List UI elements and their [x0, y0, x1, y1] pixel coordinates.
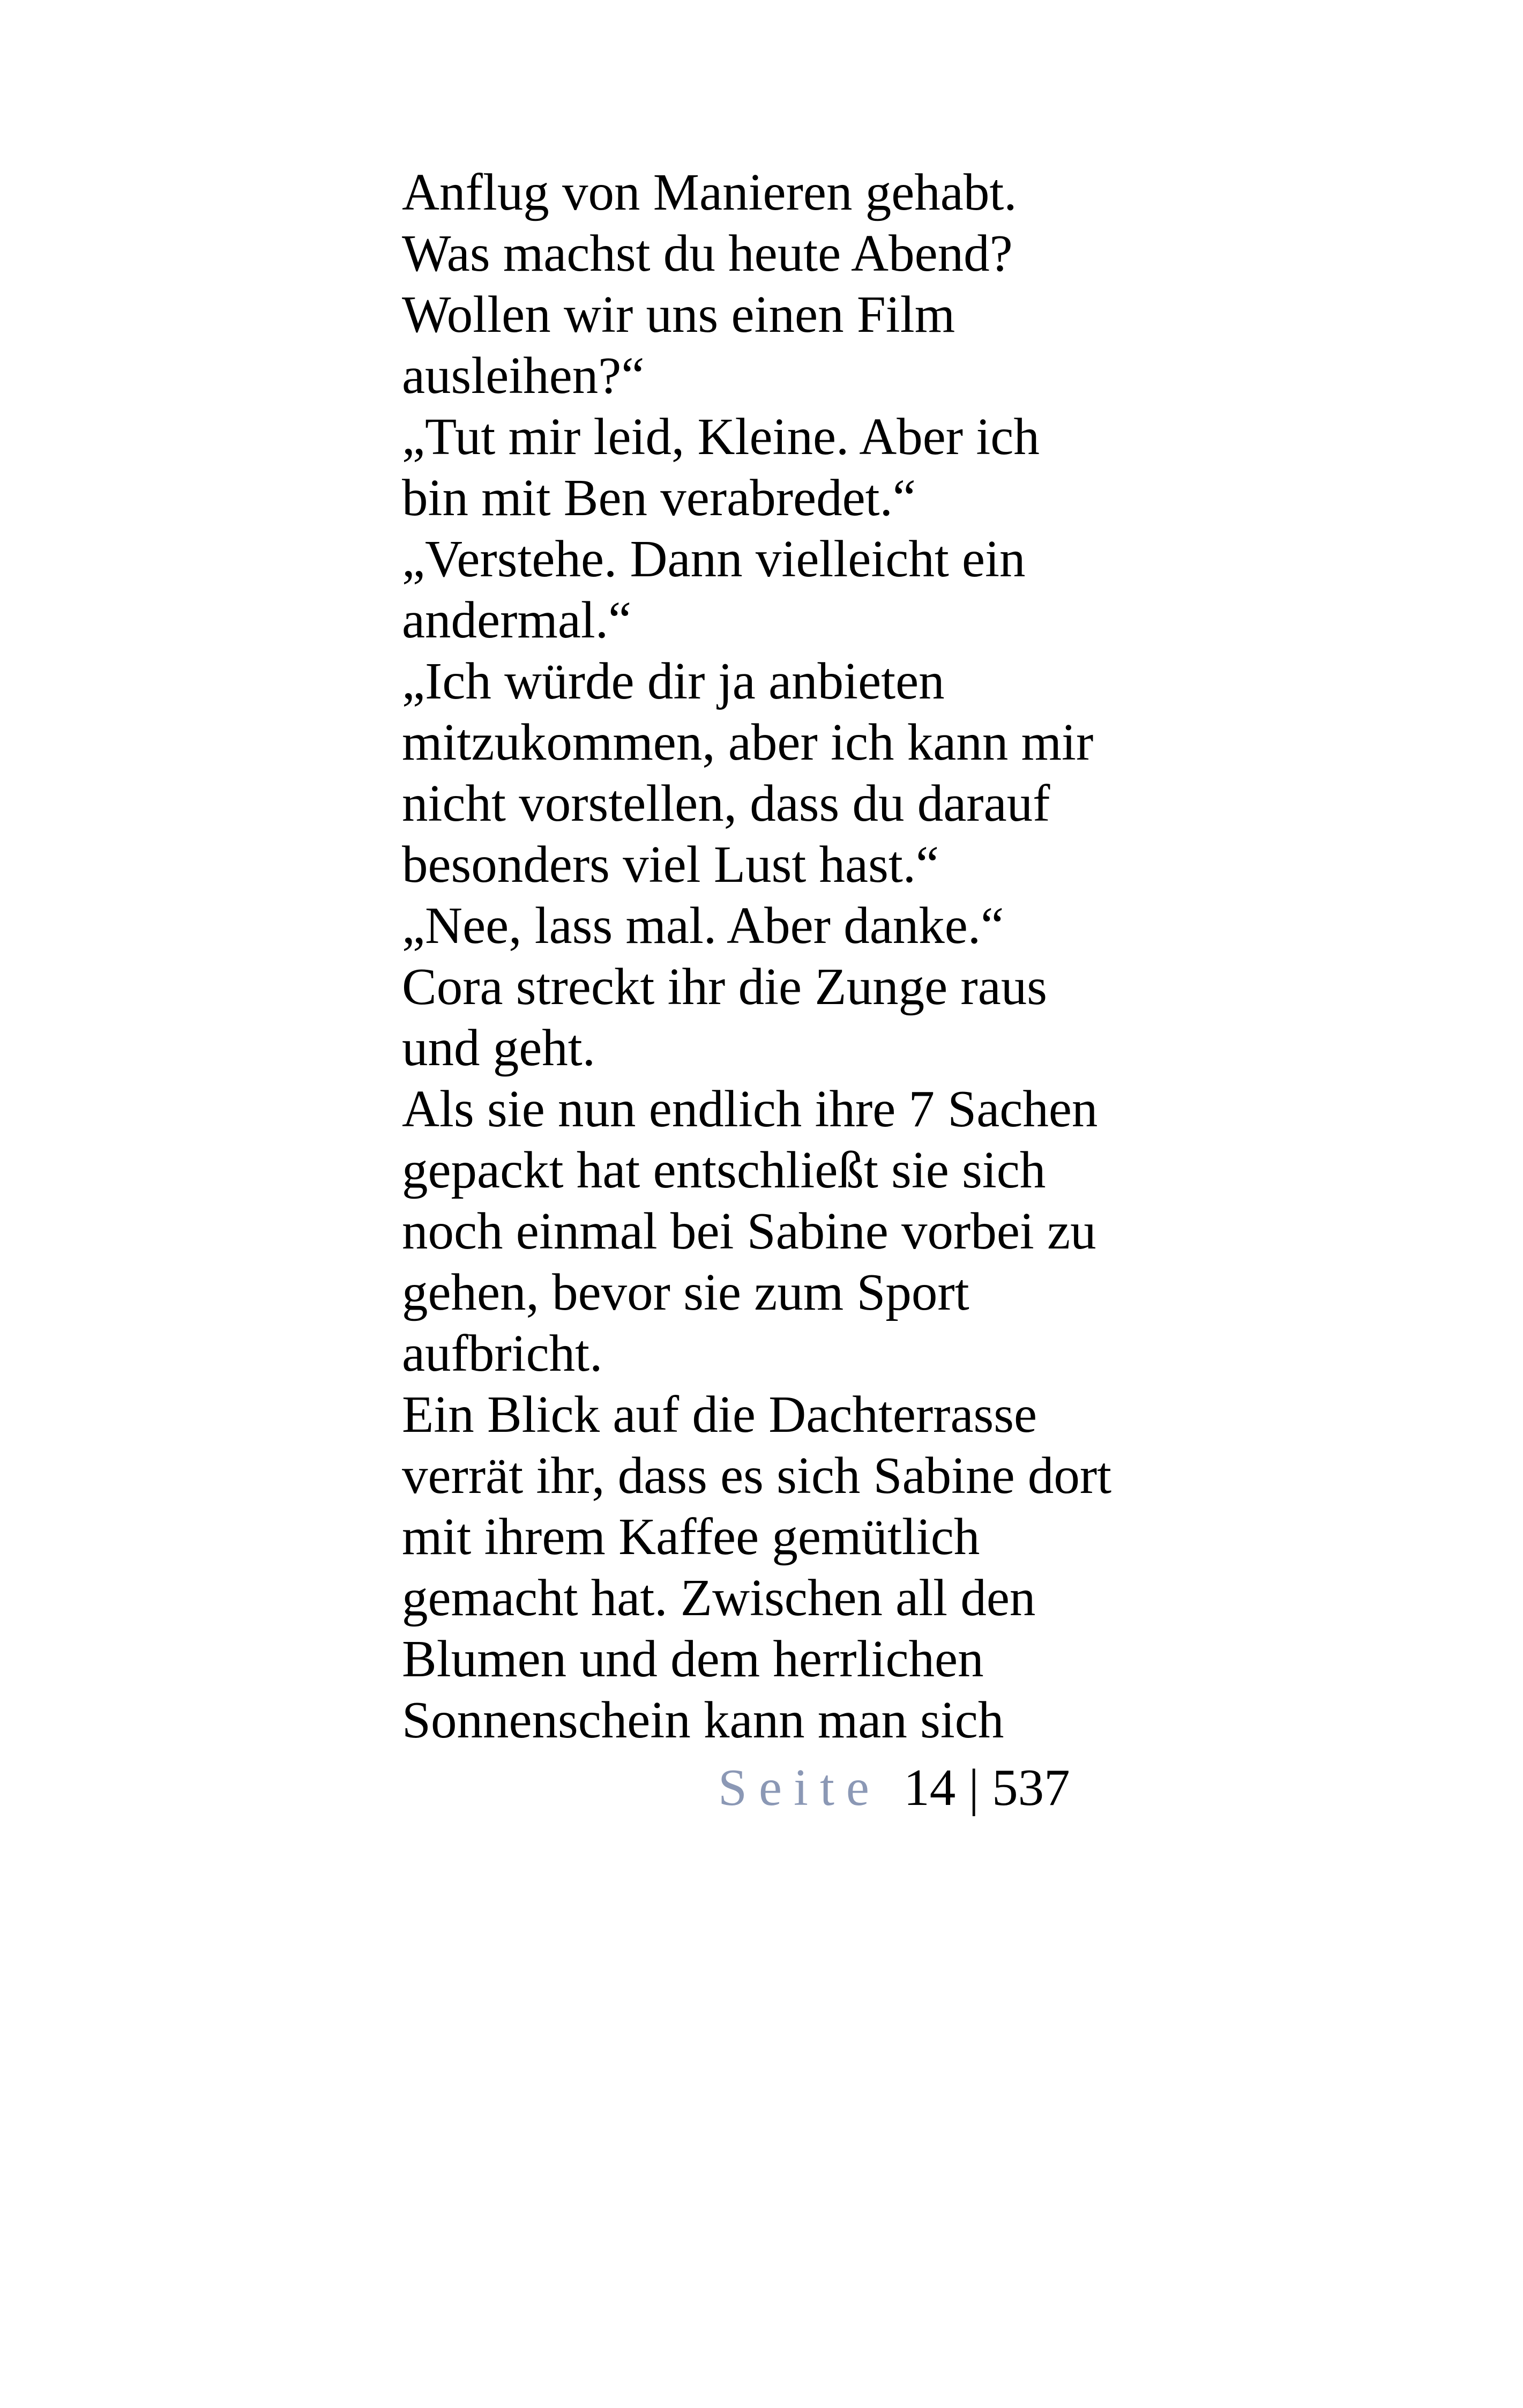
- text-line: gehen, bevor sie zum Sport: [402, 1264, 969, 1321]
- page-number: 14 | 537: [904, 1759, 1070, 1816]
- text-line: nicht vorstellen, dass du darauf: [402, 775, 1050, 832]
- text-line: Cora streckt ihr die Zunge raus: [402, 958, 1048, 1015]
- text-line: „Tut mir leid, Kleine. Aber ich: [402, 408, 1040, 465]
- text-line: „Verstehe. Dann vielleicht ein: [402, 530, 1026, 588]
- text-line: Anflug von Manieren gehabt.: [402, 163, 1017, 221]
- text-line: mitzukommen, aber ich kann mir: [402, 714, 1094, 771]
- text-line: Wollen wir uns einen Film: [402, 286, 955, 343]
- text-line: Blumen und dem herrlichen: [402, 1630, 984, 1688]
- text-line: andermal.“: [402, 591, 632, 649]
- text-line: ausleihen?“: [402, 347, 645, 404]
- text-line: gepackt hat entschließt sie sich: [402, 1141, 1046, 1199]
- text-line: „Ich würde dir ja anbieten: [402, 652, 945, 710]
- page-footer: [718, 1757, 1115, 1818]
- text-line: Als sie nun endlich ihre 7 Sachen: [402, 1080, 1098, 1138]
- text-line: gemacht hat. Zwischen all den: [402, 1569, 1036, 1626]
- text-line: und geht.: [402, 1019, 596, 1076]
- text-line: Ein Blick auf die Dachterrasse: [402, 1386, 1037, 1443]
- text-line: verrät ihr, dass es sich Sabine dort: [402, 1447, 1112, 1504]
- page-label: Seite: [718, 1759, 881, 1816]
- text-line: aufbricht.: [402, 1325, 603, 1382]
- text-line: Sonnenschein kann man sich: [402, 1691, 1004, 1749]
- text-line: mit ihrem Kaffee gemütlich: [402, 1508, 980, 1565]
- text-line: noch einmal bei Sabine vorbei zu: [402, 1202, 1096, 1260]
- text-line: „Nee, lass mal. Aber danke.“: [402, 897, 1004, 954]
- text-line: Was machst du heute Abend?: [402, 225, 1013, 282]
- body-text: [402, 162, 1163, 1751]
- text-line: bin mit Ben verabredet.“: [402, 469, 916, 526]
- text-line: besonders viel Lust hast.“: [402, 836, 939, 893]
